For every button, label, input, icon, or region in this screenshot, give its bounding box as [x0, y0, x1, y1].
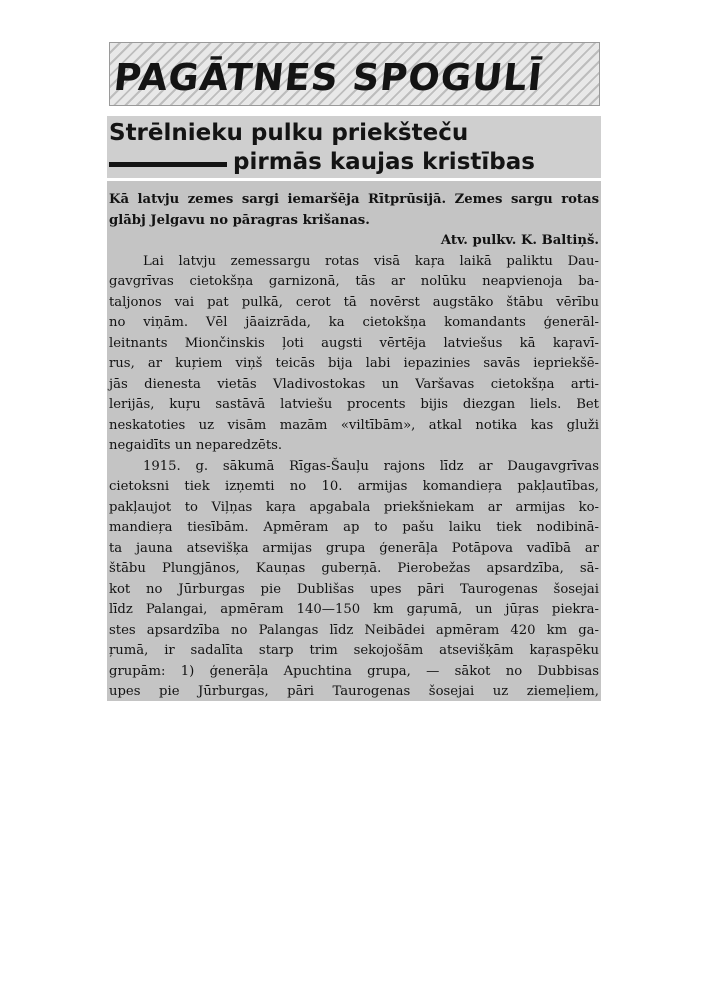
lead-line: Kā latvju zemes sargi iemaršēja Rītprūsijā. Zemes sargu rotas [109, 192, 599, 207]
text-line: ŗumā, ir sadalīta starp trim sekojošām atsevišķām kaŗaspēku [109, 643, 599, 658]
masthead-banner [109, 42, 600, 106]
headline-rule [109, 162, 227, 167]
text-line: no viņām. Vēl jāaizrāda, ka cietokšņa komandants ģenerāl- [109, 315, 599, 330]
headline-line-2: pirmās kaujas kristības [233, 149, 535, 175]
text-line: līdz Palangai, apmēram 140—150 km gaŗumā, un jūŗas piekra- [109, 602, 599, 617]
text-line: gavgrīvas cietokšņa garnizonā, tās ar nolūku neapvienoja ba- [109, 274, 599, 289]
text-line: leitnants Miončinskis ļoti augsti vērtēja latviešus kā kaŗavī- [109, 335, 599, 351]
text-line: negaidīts un neparedzēts. [109, 438, 283, 453]
text-line: cietoksni tiek izņemti no 10. armijas komandieŗa pakļautības, [109, 479, 599, 494]
article-headline [107, 116, 601, 178]
text-line: štābu Plungjānos, Kauņas guberņā. Pierobežas apsardzība, sā- [109, 561, 599, 576]
lead-line: glābj Jelgavu no pāragras krišanas. [109, 212, 370, 228]
text-line: jās dienesta vietās Vladivostokas un Varšavas cietokšņa arti- [109, 376, 599, 392]
text-line: upes pie Jūrburgas, pāri Taurogenas šosejai uz ziemeļiem, [109, 684, 599, 699]
text-line: kot no Jūrburgas pie Dublišas upes pāri Taurogenas šosejai [109, 581, 599, 597]
text-line: ta jauna atsevišķa armijas grupa ģenerāļa Potāpova vadībā ar [109, 540, 599, 556]
masthead-title: PAGĀTNES SPOGULĪ [111, 56, 545, 99]
text-line: taljonos vai pat pulkā, cerot tā novērst augstāko štābu vērību [109, 294, 599, 310]
text-line: rus, ar kuŗiem viņš teicās bija labi iepazinies savās iepriekšē- [109, 356, 599, 371]
text-line: pakļaujot to Viļņas kaŗa apgabala priekšniekam ar armijas ko- [109, 499, 599, 515]
text-line: Lai latvju zemessargu rotas visā kaŗa laikā paliktu Dau- [143, 253, 599, 269]
headline-line-1: Strēlnieku pulku priekšteču [109, 120, 469, 146]
text-line: mandieŗa tiesībām. Apmēram ap to pašu laiku tiek nodibinā- [109, 520, 599, 535]
article-column [107, 181, 601, 701]
text-line: lerijās, kuŗu sastāvā latviešu procents bijis diezgan liels. Bet [109, 397, 599, 412]
text-line: stes apsardzība no Palangas līdz Neibādei apmēram 420 km ga- [109, 622, 599, 638]
article-text [107, 190, 601, 701]
text-line: 1915. g. sākumā Rīgas-Šauļu rajons līdz ar Daugavgrīvas [143, 458, 599, 474]
text-line: neskatoties uz visām mazām «viltībām», atkal notika kas gluži [109, 417, 599, 433]
author-byline: Atv. pulkv. K. Baltiņš. [440, 233, 599, 248]
text-line: grupām: 1) ģenerāļa Apuchtina grupa, — sākot no Dubbisas [109, 663, 599, 679]
